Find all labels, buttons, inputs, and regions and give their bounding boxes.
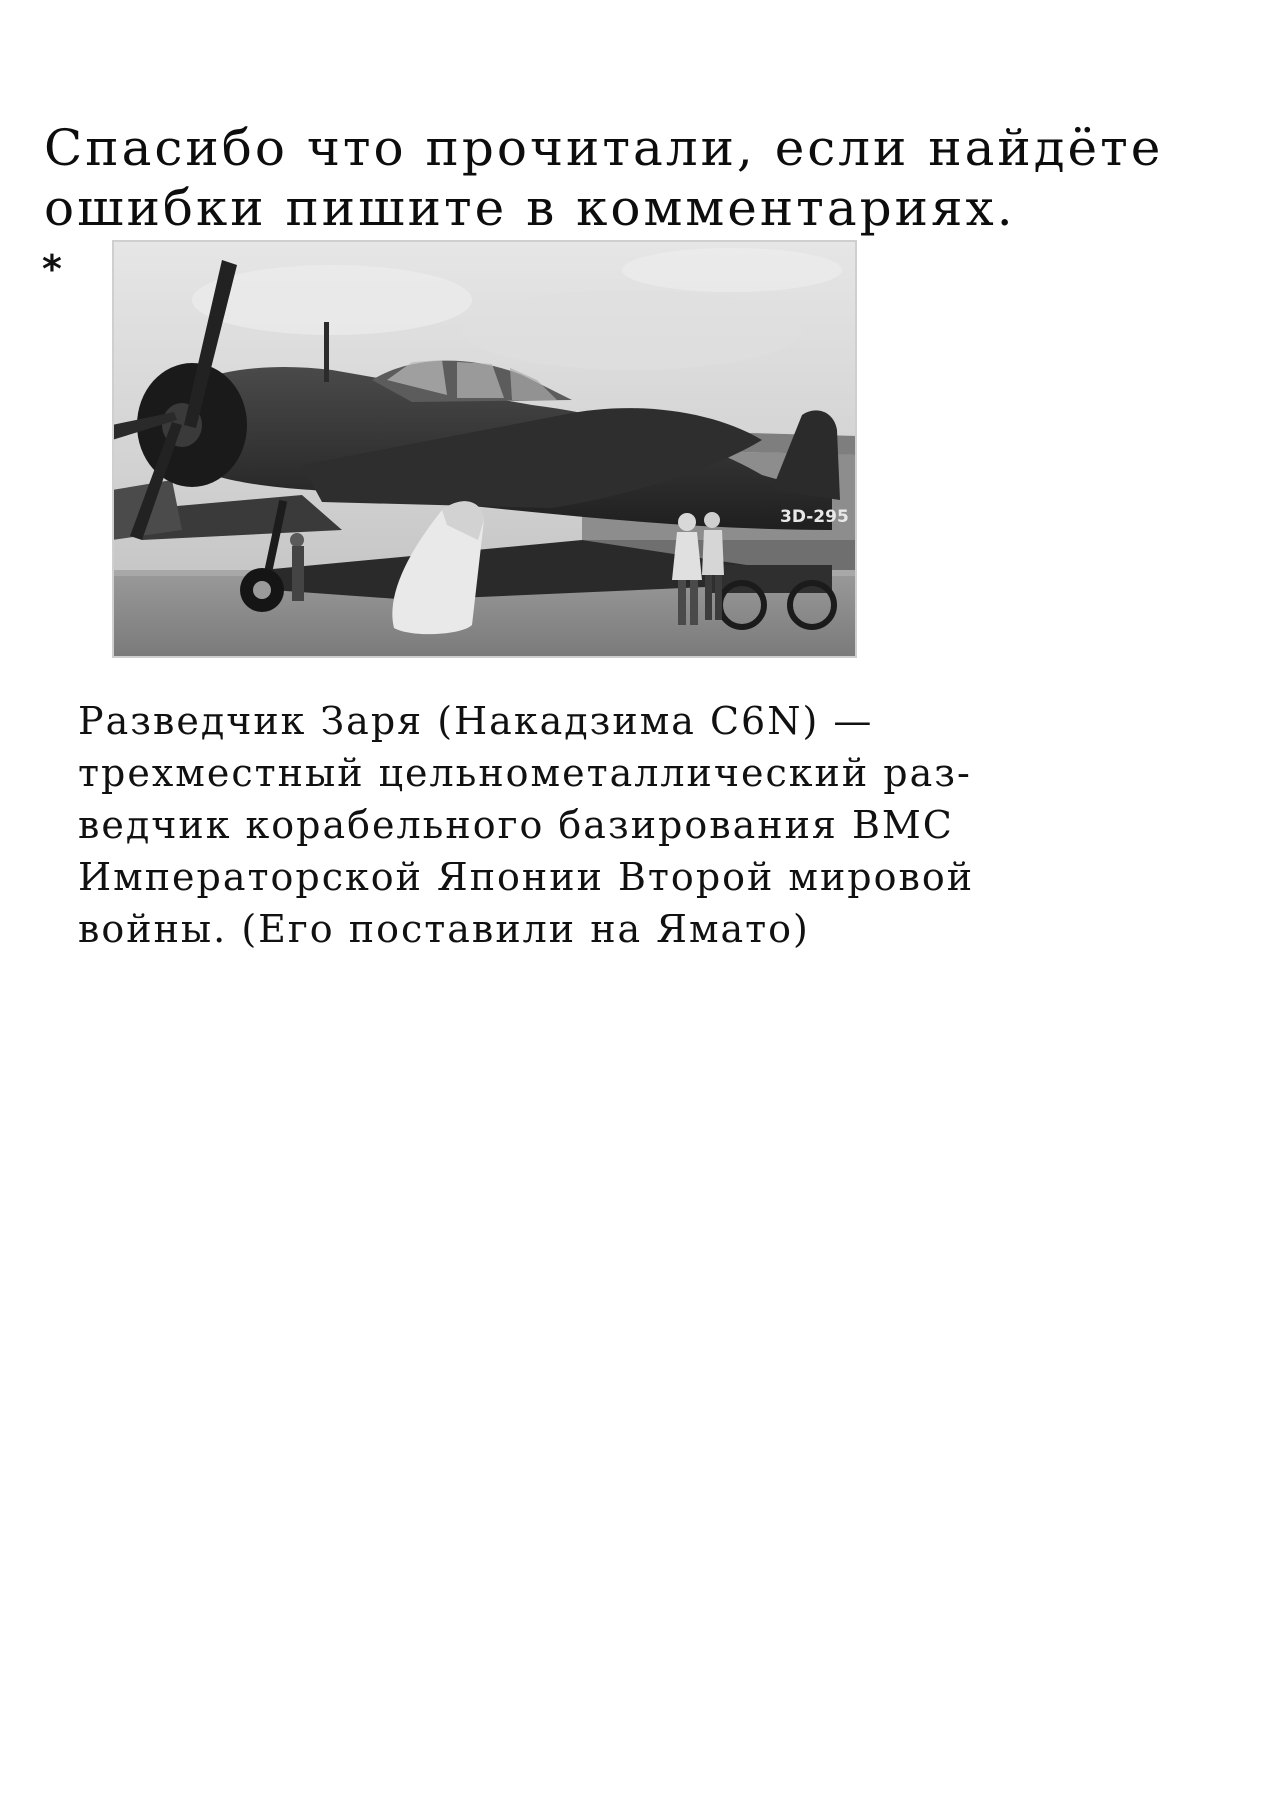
caption-line-2: трехместный цельнометаллический раз- — [78, 751, 972, 795]
heading-line-2: ошибки пишите в комментариях. — [44, 179, 1016, 237]
photo-caption — [78, 695, 1078, 955]
thank-you-heading — [44, 118, 1164, 238]
caption-line-5: войны. (Его поставили на Ямато) — [78, 907, 810, 951]
footnote-marker: * — [42, 247, 62, 291]
aircraft-photo — [112, 240, 857, 658]
caption-line-1: Разведчик Заря (Накадзима C6N) — — [78, 699, 874, 743]
tail-marking: 3D-295 — [780, 507, 849, 527]
caption-line-3: ведчик корабельного базирования ВМС — [78, 803, 954, 847]
heading-line-1: Спасибо что прочитали, если найдёте — [44, 119, 1164, 177]
caption-line-4: Императорской Японии Второй мировой — [78, 855, 975, 899]
